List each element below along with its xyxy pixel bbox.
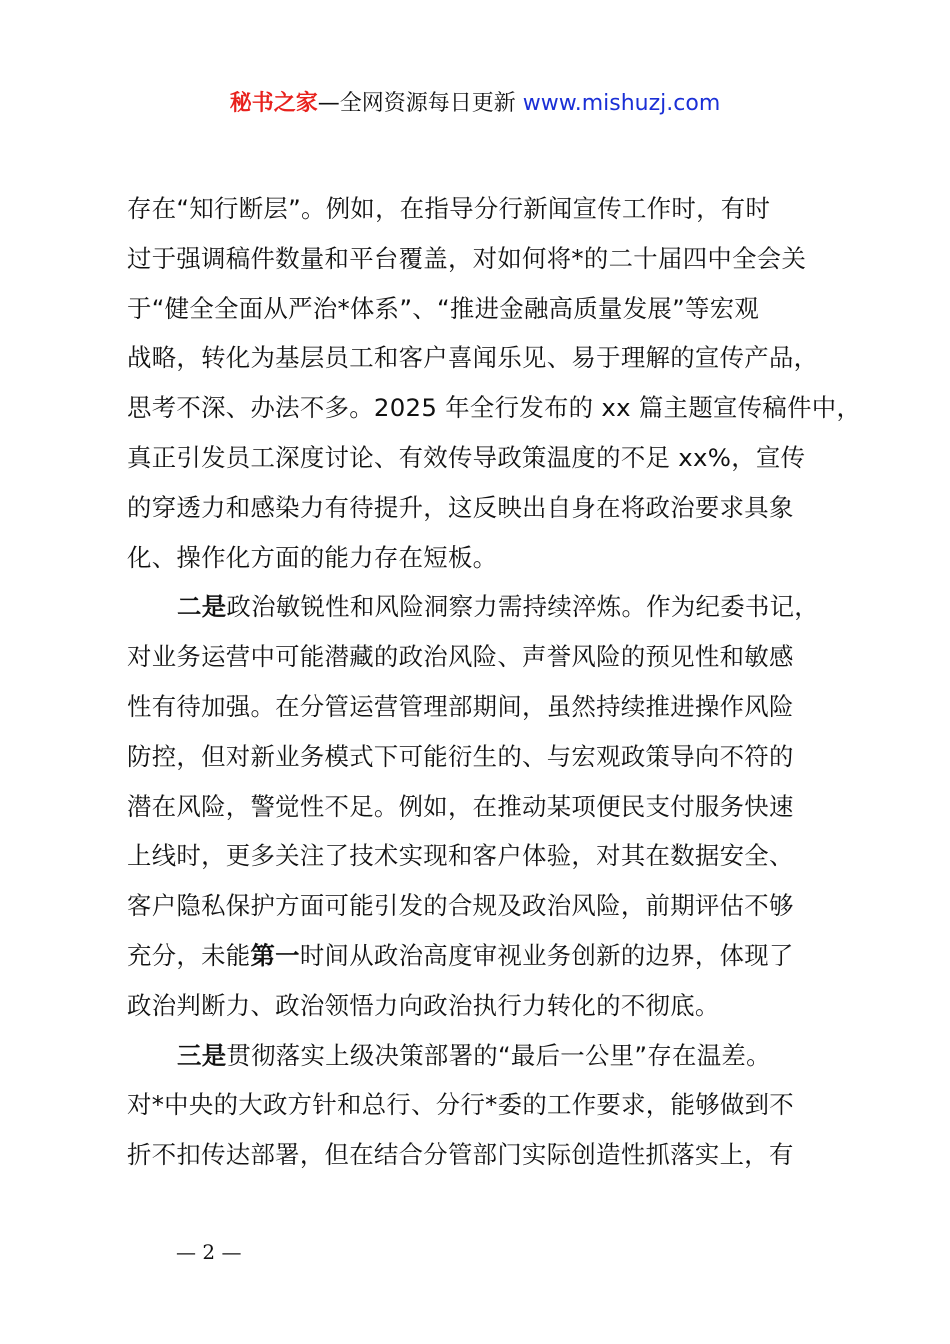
text-line	[127, 931, 839, 981]
text-run: 时间从政治高度审视业务创新的边界，体现了	[299, 940, 794, 970]
text-run: 贯彻落实上级决策部署的“最后一公里”存在温差。	[226, 1040, 771, 1070]
text-line: 政治判断力、政治领悟力向政治执行力转化的不彻底。	[127, 990, 720, 1020]
text-line: 于“健全全面从严治*体系”、“推进金融高质量发展”等宏观	[127, 293, 760, 323]
text-line: 的穿透力和感染力有待提升，这反映出自身在将政治要求具象	[127, 492, 794, 522]
paragraph-3	[127, 1031, 839, 1180]
text-line: 上线时，更多关注了技术实现和客户体验，对其在数据安全、	[127, 841, 794, 871]
paragraph-lead: 二是	[177, 592, 227, 622]
text-run: 充分，未能	[127, 940, 251, 970]
text-line: 客户隐私保护方面可能引发的合规及政治风险，前期评估不够	[127, 891, 794, 921]
text-line: 化、操作化方面的能力存在短板。	[127, 542, 498, 572]
text-line: 真正引发员工深度讨论、有效传导政策温度的不足 xx%，宣传	[127, 442, 806, 472]
text-line: 折不扣传达部署，但在结合分管部门实际创造性抓落实上，有	[127, 1140, 794, 1170]
text-line: 对业务运营中可能潜藏的政治风险、声誉风险的预见性和敏感	[127, 642, 794, 672]
page-header	[0, 88, 950, 120]
text-line: 存在“知行断层”。例如，在指导分行新闻宣传工作时，有时	[127, 194, 771, 223]
website-link[interactable]: www.mishuzj.com	[522, 91, 721, 116]
text-line: 战略，转化为基层员工和客户喜闻乐见、易于理解的宣传产品，	[127, 343, 819, 373]
text-line: 性有待加强。在分管运营管理部期间，虽然持续推进操作风险	[127, 691, 794, 721]
text-line: 过于强调稿件数量和平台覆盖，对如何将*的二十届四中全会关	[127, 243, 807, 273]
page-number: — 2 —	[176, 1240, 242, 1264]
text-line	[127, 582, 839, 632]
text-line: 思考不深、办法不多。2025 年全行发布的 xx 篇主题宣传稿件中，	[127, 393, 862, 423]
document-body	[127, 184, 862, 1180]
text-run: 政治敏锐性和风险洞察力需持续淬炼。作为纪委书记，	[226, 592, 819, 622]
bold-run: 第一	[250, 940, 300, 970]
text-line: 防控，但对新业务模式下可能衍生的、与宏观政策导向不符的	[127, 741, 794, 771]
text-line: 对*中央的大政方针和总行、分行*委的工作要求，能够做到不	[127, 1090, 794, 1120]
paragraph-1	[127, 184, 862, 582]
text-line: 潜在风险，警觉性不足。例如，在推动某项便民支付服务快速	[127, 791, 794, 821]
paragraph-2	[127, 582, 839, 1030]
header-tagline: —全网资源每日更新	[317, 91, 523, 116]
paragraph-lead: 三是	[177, 1040, 227, 1070]
text-line	[127, 1031, 839, 1081]
brand-name: 秘书之家	[229, 91, 318, 116]
